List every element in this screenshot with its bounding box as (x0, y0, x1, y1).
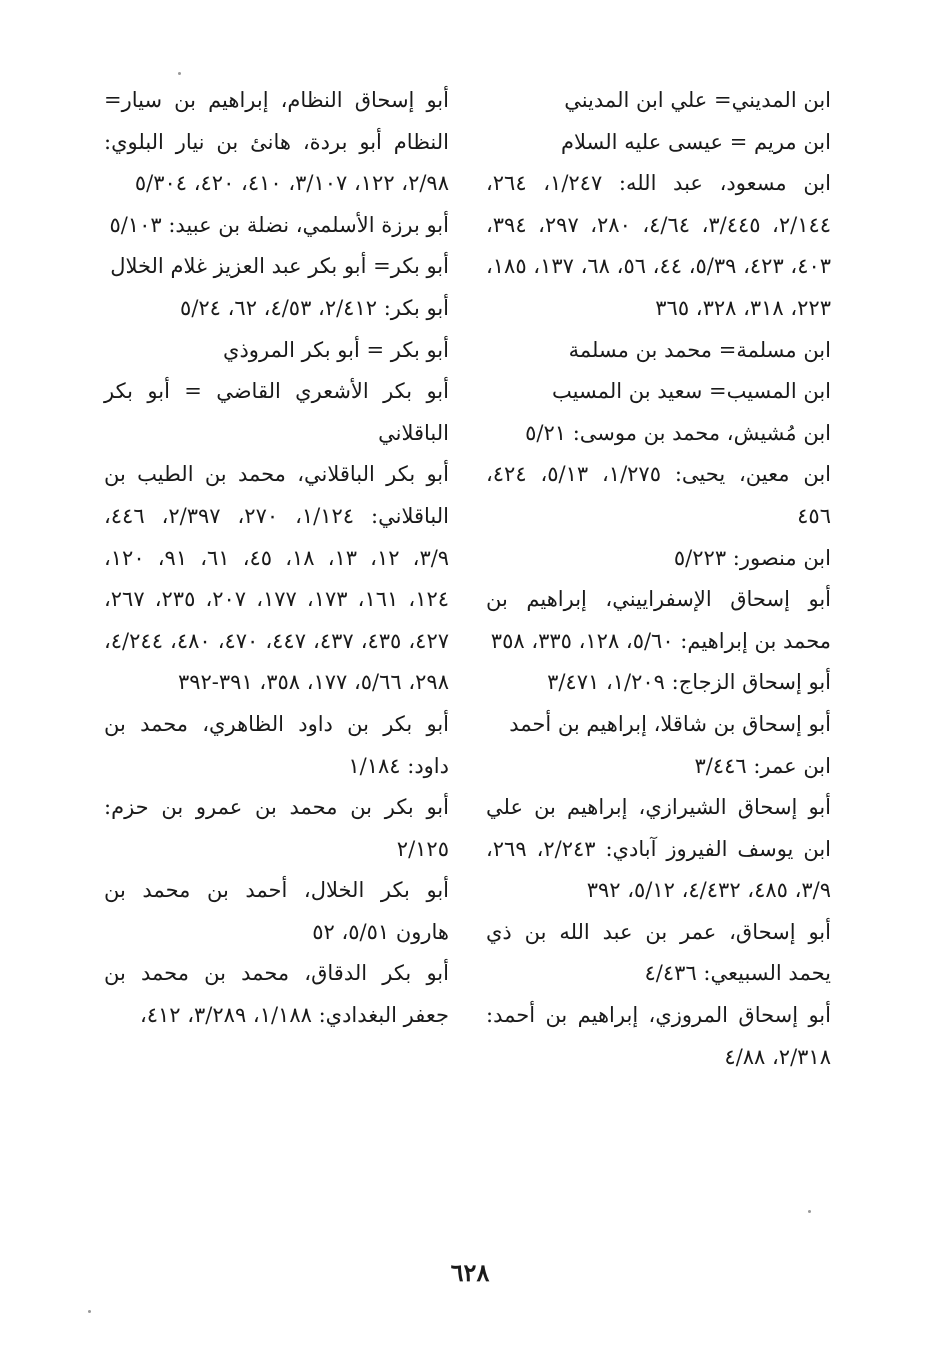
index-column-right (486, 80, 831, 1078)
index-entry: أبو بكر الأشعري القاضي = أبو بكر الباقلاني (104, 379, 449, 445)
page-number: ٦٢٨ (450, 1258, 490, 1287)
index-entry: أبو إسحاق النظام، إبراهيم بن سيار= النظام أبو بردة، هانئ بن نيار البلوي: ٢/٩٨، ١٢٢، ٣/١٠٧، ٤١٠، ٤٢٠، ٥/٣٠٤ (104, 88, 449, 196)
index-entry: أبو بكر= أبو بكر عبد العزيز غلام الخلال (110, 254, 449, 279)
index-entry: أبو بكر بن محمد بن عمرو بن حزم: ٢/١٢٥ (104, 795, 449, 861)
index-entry: أبو إسحاق المروزي، إبراهيم بن أحمد: ٢/٣١٨، ٤/٨٨ (486, 1003, 831, 1069)
index-entry: ابن المديني= علي ابن المديني (564, 88, 831, 112)
index-entry: أبو بكر الباقلاني، محمد بن الطيب بن الباقلاني: ١/١٢٤، ٢٧٠، ٢/٣٩٧، ٤٤٦، ٣/٩، ١٢، ١٣، ١٨، ٤٥، ٦١، ٩١، ١٢٠، ١٢٤، ١٦١، ١٧٣، ١٧٧، ٢٠٧، ٢٣٥، ٢٦٧، ٤٢٧، ٤٣٥، ٤٣٧، ٤٤٧، ٤٧٠، ٤٨٠، ٤/٢٤٤، ٢٩٨، ٥/٦٦، ١٧٧، ٣٥٨، ٣٩١-٣٩٢ (104, 462, 450, 695)
index-entry: ابن مريم = عيسى عليه السلام (561, 129, 831, 154)
index-entry: ابن معين، يحيى: ١/٢٧٥، ٥/١٣، ٤٢٤، ٤٥٦ (486, 462, 831, 528)
index-entry: أبو إسحاق الإسفراييني، إبراهيم بن محمد بن إبراهيم: ٥/٦٠، ١٢٨، ٣٣٥، ٣٥٨ (486, 587, 831, 653)
scan-speck (178, 72, 181, 75)
index-entry: ابن مُشيش، محمد بن موسى: ٥/٢١ (525, 420, 831, 445)
index-entry: ابن عمر: ٣/٤٤٦ (694, 753, 831, 778)
index-entry: أبو بكر: ٢/٤١٢، ٤/٥٣، ٦٢، ٥/٢٤ (180, 295, 449, 320)
index-entry: أبو بكر بن داود الظاهري، محمد بن داود: ١/١٨٤ (104, 711, 449, 778)
index-entry: ابن المسيب= سعيد بن المسيب (551, 379, 831, 404)
index-entry: ابن منصور: ٥/٢٢٣ (673, 545, 831, 570)
index-entry: ابن مسلمة= محمد بن مسلمة (568, 337, 831, 362)
scan-speck (808, 1210, 811, 1213)
index-entry: أبو بكر = أبو بكر المروذي (223, 337, 449, 362)
index-column-left (104, 80, 449, 1037)
index-entry: أبو برزة الأسلمي، نضلة بن عبيد: ٥/١٠٣ (109, 212, 449, 237)
index-entry: أبو إسحاق الشيرازي، إبراهيم بن علي ابن يوسف الفيروز آبادي: ٢/٢٤٣، ٢٦٩، ٣/٩، ٤٨٥، ٤/٤٣٢، ٥/١٢، ٣٩٢ (486, 795, 831, 903)
index-entry: ابن مسعود، عبد الله: ١/٢٤٧، ٢٦٤، ٢/١٤٤، ٣/٤٤٥، ٤/٦٤، ٢٨٠، ٢٩٧، ٣٩٤، ٤٠٣، ٤٢٣، ٥/٣٩، ٤٤، ٥٦، ٦٨، ١٣٧، ١٨٥، ٢٢٣، ٣١٨، ٣٢٨، ٣٦٥ (486, 171, 832, 320)
index-entry: أبو إسحاق، عمر بن عبد الله بن ذي يحمد السبيعي: ٤/٤٣٦ (486, 919, 831, 986)
index-entry: أبو بكر الخلال، أحمد بن محمد بن هارون ٥/٥١، ٥٢ (104, 878, 449, 944)
index-entry: أبو إسحاق بن شاقلا، إبراهيم بن أحمد (509, 711, 831, 736)
index-entry: أبو بكر الدقاق، محمد بن محمد بن جعفر البغدادي: ١/١٨٨، ٣/٢٨٩، ٤١٢، (104, 961, 449, 1028)
scan-speck (88, 1310, 91, 1313)
index-entry: أبو إسحاق الزجاج: ١/٢٠٩، ٣/٤٧١ (547, 670, 831, 695)
